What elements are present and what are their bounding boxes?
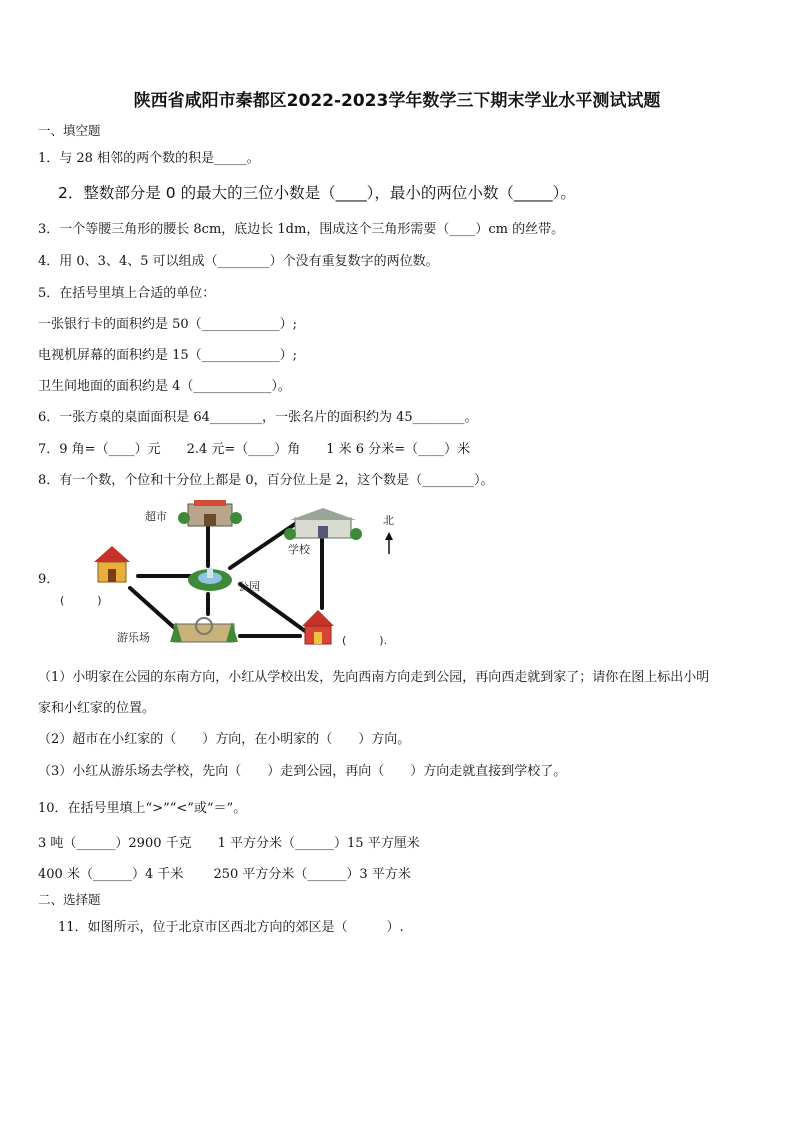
direction-map — [60, 496, 430, 661]
question-3: 3．一个等腰三角形的腰长 8cm，底边长 1dm，围成这个三角形需要（____）cm 的丝带。 — [38, 222, 565, 237]
question-10: 10．在括号里填上“>”“<”或“＝”。 — [38, 801, 247, 816]
question-9-1-line1: （1）小明家在公园的东南方向，小红从学校出发，先向西南方向走到公园，再向西走就到家了；请你在图上标出小明 — [38, 670, 710, 685]
question-8: 8．有一个数，个位和十分位上都是 0，百分位上是 2，这个数是（________）。 — [38, 473, 494, 488]
question-5c: 卫生间地面的面积约是 4（____________）。 — [38, 379, 291, 394]
map-label-park: 公园 — [238, 580, 260, 593]
question-10-row1: 3 吨（______）2900 千克 1 平方分米（______）15 平方厘米 — [38, 836, 420, 851]
page-title: 陕西省咸阳市秦都区2022-2023学年数学三下期末学业水平测试试题 — [133, 91, 661, 111]
supermarket-icon — [178, 500, 242, 526]
question-9-2: （2）超市在小红家的（ ）方向，在小明家的（ ）方向。 — [38, 732, 411, 747]
house-icon — [302, 610, 334, 644]
answer-blank-left: ( ) — [60, 594, 102, 607]
map-label-north: 北 — [383, 514, 394, 527]
playground-icon — [170, 618, 238, 642]
question-1: 1．与 28 相邻的两个数的积是_____。 — [38, 151, 260, 166]
house-icon — [94, 546, 130, 582]
question-5: 5．在括号里填上合适的单位： — [38, 286, 216, 301]
question-10-row2: 400 米（______）4 千米 250 平方分米（______）3 平方米 — [38, 867, 411, 882]
north-arrow-icon — [385, 532, 393, 554]
question-9-number: 9． — [38, 572, 60, 587]
question-9-3: （3）小红从游乐场去学校，先向（ ）走到公园，再向（ ）方向走就直接到学校了。 — [38, 764, 567, 779]
question-9-1-line2: 家和小红家的位置。 — [38, 701, 156, 716]
section-multiple-choice: 二、选择题 — [38, 892, 101, 907]
question-5a: 一张银行卡的面积约是 50（____________）; — [38, 317, 298, 332]
question-11: 11．如图所示，位于北京市区西北方向的郊区是（ ）. — [58, 920, 404, 935]
question-2: 2．整数部分是 0 的最大的三位小数是（____），最小的两位小数（_____）。 — [58, 184, 576, 202]
section-fill-blank: 一、填空题 — [38, 123, 101, 138]
question-6: 6．一张方桌的桌面面积是 64________，一张名片的面积约为 45________。 — [38, 410, 478, 425]
map-label-playground: 游乐场 — [117, 631, 150, 644]
school-icon — [284, 508, 362, 540]
answer-blank-right: ( ). — [342, 634, 388, 647]
question-7: 7．9 角=（____）元 2.4 元=（____）角 1 米 6 分米=（____）米 — [38, 442, 471, 457]
map-label-school: 学校 — [288, 543, 310, 556]
question-4: 4．用 0、3、4、5 可以组成（________）个没有重复数字的两位数。 — [38, 254, 439, 269]
map-label-supermarket: 超市 — [145, 510, 167, 523]
question-5b: 电视机屏幕的面积约是 15（____________）; — [38, 348, 298, 363]
park-fountain-icon — [188, 568, 232, 591]
